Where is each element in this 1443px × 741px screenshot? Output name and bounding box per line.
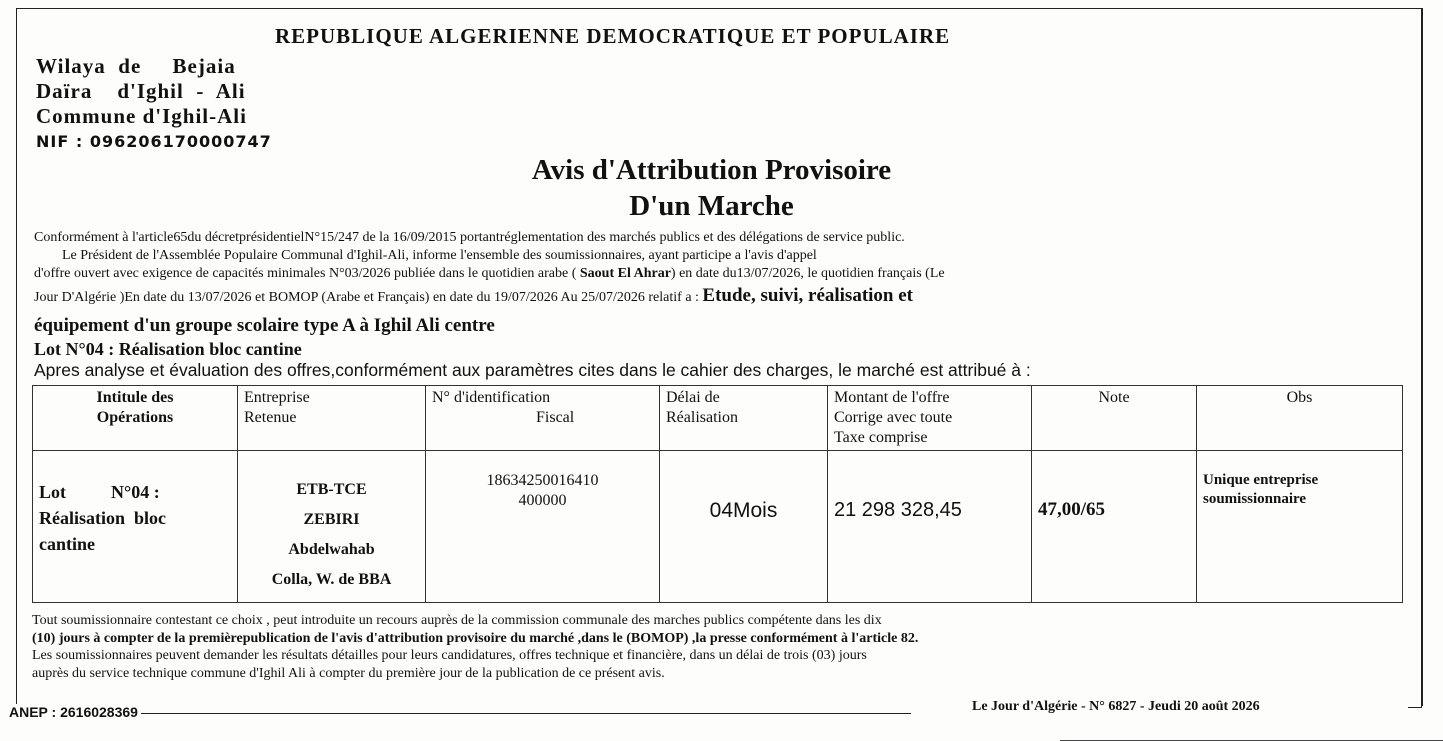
attribution-table — [32, 385, 1403, 603]
intro-line-3: d'offre ouvert avec exigence de capacités minimales N°03/2026 publiée dans le quotidien arabe ( Saout El Ahrar) en date du13/07/2026, le quotidien français (Le — [34, 266, 945, 281]
header-entreprise: Entreprise Retenue — [238, 386, 426, 451]
journal-reference: Le Jour d'Algérie - N° 6827 - Jeudi 20 août 2026 — [972, 699, 1260, 714]
cell-obs: Unique entreprise soumissionnaire — [1197, 451, 1403, 603]
intro-line-1: Conformément à l'article65du décretprésidentielN°15/247 de la 16/09/2015 portantréglementation des marchés publics et des délégations de service public. — [34, 230, 905, 245]
attribution-sentence: Apres analyse et évaluation des offres,conformément aux paramètres cites dans le cahier des charges, le marché est attribué à : — [34, 360, 1031, 380]
header-nif: N° d'identification Fiscal — [426, 386, 660, 451]
project-title-cont: équipement d'un groupe scolaire type A à Ighil Ali centre — [34, 315, 495, 336]
frame-edge — [1421, 8, 1422, 708]
header-note: Note — [1032, 386, 1197, 451]
cell-operation: Lot N°04 : Réalisation bloc cantine — [33, 451, 238, 603]
footer-rule — [6, 713, 911, 714]
administration-block — [36, 54, 272, 154]
lot-heading: Lot N°04 : Réalisation bloc cantine — [34, 339, 302, 359]
footer-paragraph: Tout soumissionnaire contestant ce choix , peut introduite un recours auprès de la commission communale des marches publics compétente dans les dix (10) jours à compter de la premièrepublication de l'avis d'attribution provisoire du marché ,dans le (BOMOP) ,la presse conformément à l'article 82. Les soumissionnaires peuvent demander les résultats détailles pour leurs candidatures, offres technique et financière, dans un délai de trois (03) jours auprès du service technique commune d'Ighil Ali à compter du première jour de la publication de ce présent avis. — [32, 613, 919, 681]
header-operations: Intitule des Opérations — [33, 386, 238, 451]
header-montant: Montant de l'offre Corrige avec toute Taxe comprise — [828, 386, 1032, 451]
table-row — [33, 451, 1403, 603]
table-header-row — [33, 386, 1403, 451]
header-delai: Délai de Réalisation — [660, 386, 828, 451]
cell-delai: 04Mois — [660, 451, 828, 603]
intro-line-2: Le Président de l'Assemblée Populaire Communal d'Ighil-Ali, informe l'ensemble des soumissionnaires, ayant participe a l'avis d'appel — [62, 248, 817, 263]
commune: Commune d'Ighil-Ali — [36, 104, 247, 128]
wilaya: Wilaya de Bejaia — [36, 54, 236, 78]
cell-montant: 21 298 328,45 — [828, 451, 1032, 603]
notice-title-line2: D'un Marche — [629, 190, 794, 222]
intro-line-4: Jour D'Algérie )En date du 13/07/2026 et BOMOP (Arabe et Français) en date du 19/07/2026 Au 25/07/2026 relatif a : Etude, suivi, réalisation et — [34, 285, 914, 306]
cell-entreprise: ETB-TCE ZEBIRI Abdelwahab Colla, W. de BBA — [238, 451, 426, 603]
header-obs: Obs — [1197, 386, 1403, 451]
newspaper-name: Saout El Ahrar — [579, 266, 671, 281]
daira: Daïra d'Ighil - Ali — [36, 79, 246, 103]
anep-reference: ANEP : 2616028369 — [6, 704, 141, 720]
project-title: Etude, suivi, réalisation et — [702, 285, 914, 306]
cell-note: 47,00/65 — [1032, 451, 1197, 603]
footer-rule-right — [1408, 707, 1422, 708]
nif: NIF : 096206170000747 — [36, 132, 272, 151]
cell-nif: 18634250016410 400000 — [426, 451, 660, 603]
notice-title-line1: Avis d'Attribution Provisoire — [531, 154, 892, 186]
